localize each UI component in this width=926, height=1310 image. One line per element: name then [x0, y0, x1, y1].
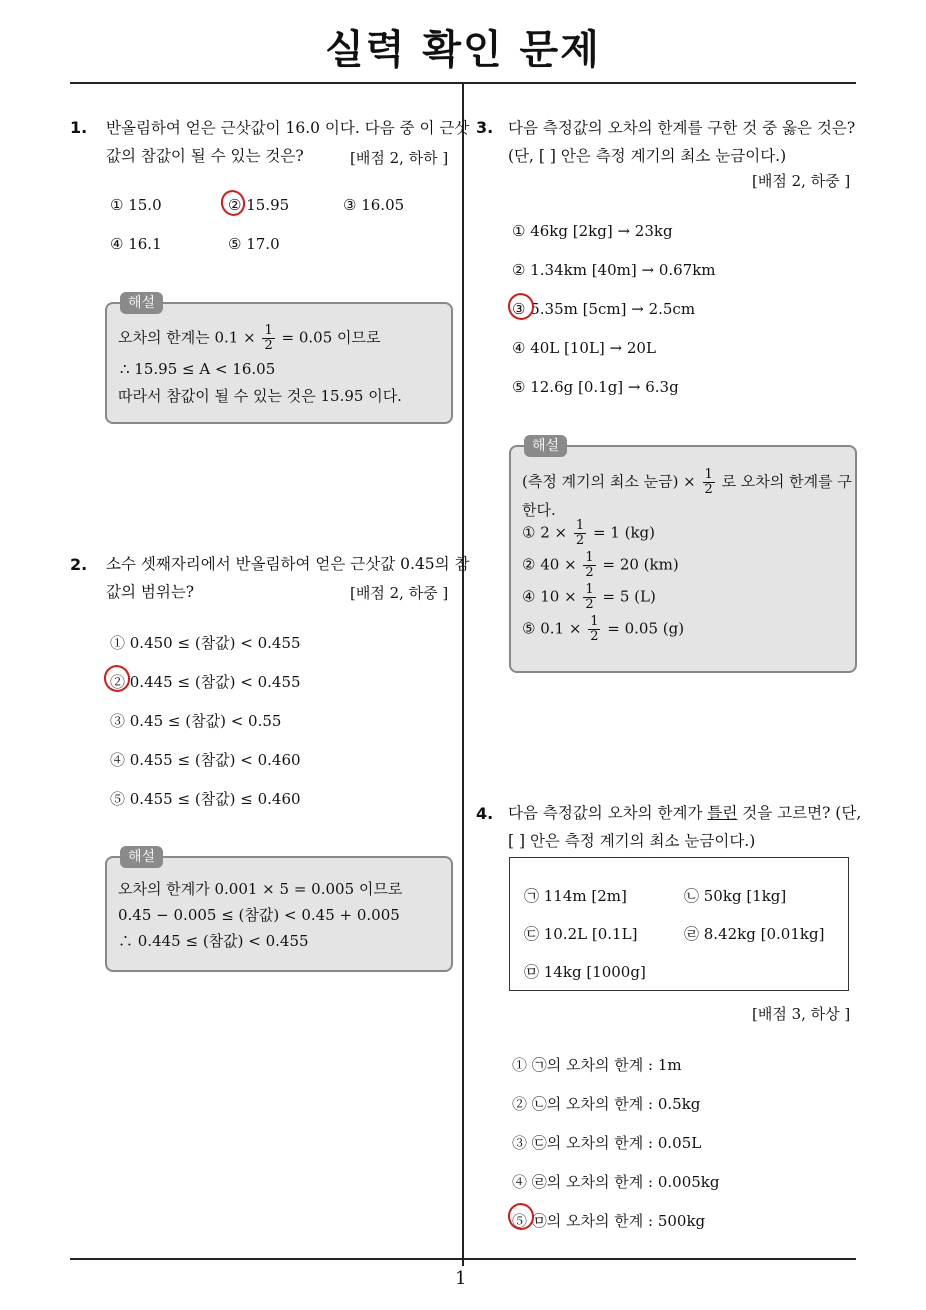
- solution-line: ∴ 15.95 ≤ A < 16.05: [120, 360, 276, 378]
- condition-item: ㉢ 10.2L [0.1L]: [524, 925, 638, 943]
- solution-label: 해설: [524, 435, 567, 457]
- solution-label: 해설: [120, 292, 163, 314]
- solution-line: ② 40 × $\frac{1}{2}$ = 20 (km): [522, 550, 679, 580]
- condition-item: ㉠ 114m [2m]: [524, 887, 627, 905]
- choice[interactable]: ⑤ 12.6g [0.1g] → 6.3g: [512, 378, 679, 396]
- choice[interactable]: ① ㉠의 오차의 한계 : 1m: [512, 1056, 682, 1074]
- condition-item: ㉤ 14kg [1000g]: [524, 963, 646, 981]
- choice[interactable]: ③ ㉢의 오차의 한계 : 0.05L: [512, 1134, 702, 1152]
- question-text: 다음 측정값의 오차의 한계를 구한 것 중 옳은 것은? (단, [ ] 안은 측정 계기의 최소 눈금이다.): [508, 119, 856, 165]
- choice[interactable]: ② 0.445 ≤ (참값) < 0.455: [110, 673, 301, 691]
- solution-line: 오차의 한계가 0.001 × 5 = 0.005 이므로: [118, 880, 403, 898]
- fraction: $\frac{1}{2}$: [704, 467, 713, 497]
- question-meta: [배점 2, 하중 ]: [350, 584, 449, 602]
- fraction: $\frac{1}{2}$: [575, 518, 585, 548]
- fraction: $\frac{1}{2}$: [264, 323, 273, 353]
- solution-line: 한다.: [522, 501, 556, 519]
- choice[interactable]: ① 0.450 ≤ (참값) < 0.455: [110, 634, 301, 652]
- fraction: $\frac{1}{2}$: [585, 550, 594, 580]
- fraction: $\frac{1}{2}$: [585, 582, 594, 612]
- question-number: 4.: [476, 804, 494, 823]
- page-number: 1: [455, 1268, 467, 1289]
- question-meta: [배점 2, 하하 ]: [350, 149, 449, 167]
- choice[interactable]: ④ 40L [10L] → 20L: [512, 339, 656, 357]
- question-meta: [배점 3, 하상 ]: [752, 1005, 851, 1023]
- solution-line: ④ 10 × $\frac{1}{2}$ = 5 (L): [522, 582, 656, 612]
- question-text: 소수 셋째자리에서 반올림하여 얻은 근삿값 0.45의 참 값의 범위는?: [106, 555, 470, 601]
- solution-line: (측정 계기의 최소 눈금) × $\frac{1}{2}$ 로 오차의 한계를 구: [522, 467, 852, 497]
- answer-mark-circle: [217, 187, 248, 220]
- question-meta: [배점 2, 하중 ]: [752, 172, 851, 190]
- column-divider: [462, 84, 464, 1266]
- choice[interactable]: ④ 16.1: [110, 235, 162, 253]
- choice[interactable]: ③ 0.45 ≤ (참값) < 0.55: [110, 712, 282, 730]
- solution-line: 따라서 참값이 될 수 있는 것은 15.95 이다.: [118, 387, 402, 405]
- question-number: 3.: [476, 118, 494, 137]
- choice[interactable]: ② 15.95: [228, 196, 290, 214]
- condition-item: ㉡ 50kg [1kg]: [684, 887, 787, 905]
- choice[interactable]: ① 46kg [2kg] → 23kg: [512, 222, 673, 240]
- question-number: 1.: [70, 118, 88, 137]
- solution-label: 해설: [120, 846, 163, 868]
- condition-item: ㉣ 8.42kg [0.01kg]: [684, 925, 825, 943]
- fraction: $\frac{1}{2}$: [590, 614, 599, 644]
- solution-line: ⑤ 0.1 × $\frac{1}{2}$ = 0.05 (g): [522, 614, 685, 644]
- solution-line: 오차의 한계는 0.1 × $\frac{1}{2}$ = 0.05 이므로: [118, 323, 381, 353]
- question-text: 다음 측정값의 오차의 한계가 틀린 것을 고르면? (단, [ ] 안은 측정 계기의 최소 눈금이다.): [508, 804, 862, 850]
- choice[interactable]: ② 1.34km [40m] → 0.67km: [512, 261, 716, 279]
- footer-rule: [70, 1258, 856, 1260]
- choice[interactable]: ③ 16.05: [343, 196, 405, 214]
- choice[interactable]: ④ ㉣의 오차의 한계 : 0.005kg: [512, 1173, 720, 1191]
- solution-line: ① 2 × $\frac{1}{2}$ = 1 (kg): [522, 518, 655, 548]
- choice[interactable]: ③ 5.35m [5cm] → 2.5cm: [512, 300, 696, 318]
- choice[interactable]: ① 15.0: [110, 196, 162, 214]
- choice[interactable]: ⑤ 17.0: [228, 235, 280, 253]
- page-title: 실력 확인 문제: [325, 27, 601, 73]
- solution-line: ∴ 0.445 ≤ (참값) < 0.455: [118, 932, 309, 950]
- solution-line: 0.45 − 0.005 ≤ (참값) < 0.45 + 0.005: [118, 906, 400, 924]
- choice[interactable]: ④ 0.455 ≤ (참값) < 0.460: [110, 751, 301, 769]
- choice[interactable]: ⑤ ㉤의 오차의 한계 : 500kg: [512, 1212, 706, 1230]
- choice[interactable]: ② ㉡의 오차의 한계 : 0.5kg: [512, 1095, 701, 1113]
- question-text: 반올림하여 얻은 근삿값이 16.0 이다. 다음 중 이 근삿 값의 참값이 될 수 있는 것은?: [106, 119, 470, 165]
- question-number: 2.: [70, 555, 88, 574]
- answer-mark-circle: [504, 289, 538, 323]
- choice[interactable]: ⑤ 0.455 ≤ (참값) ≤ 0.460: [110, 790, 301, 808]
